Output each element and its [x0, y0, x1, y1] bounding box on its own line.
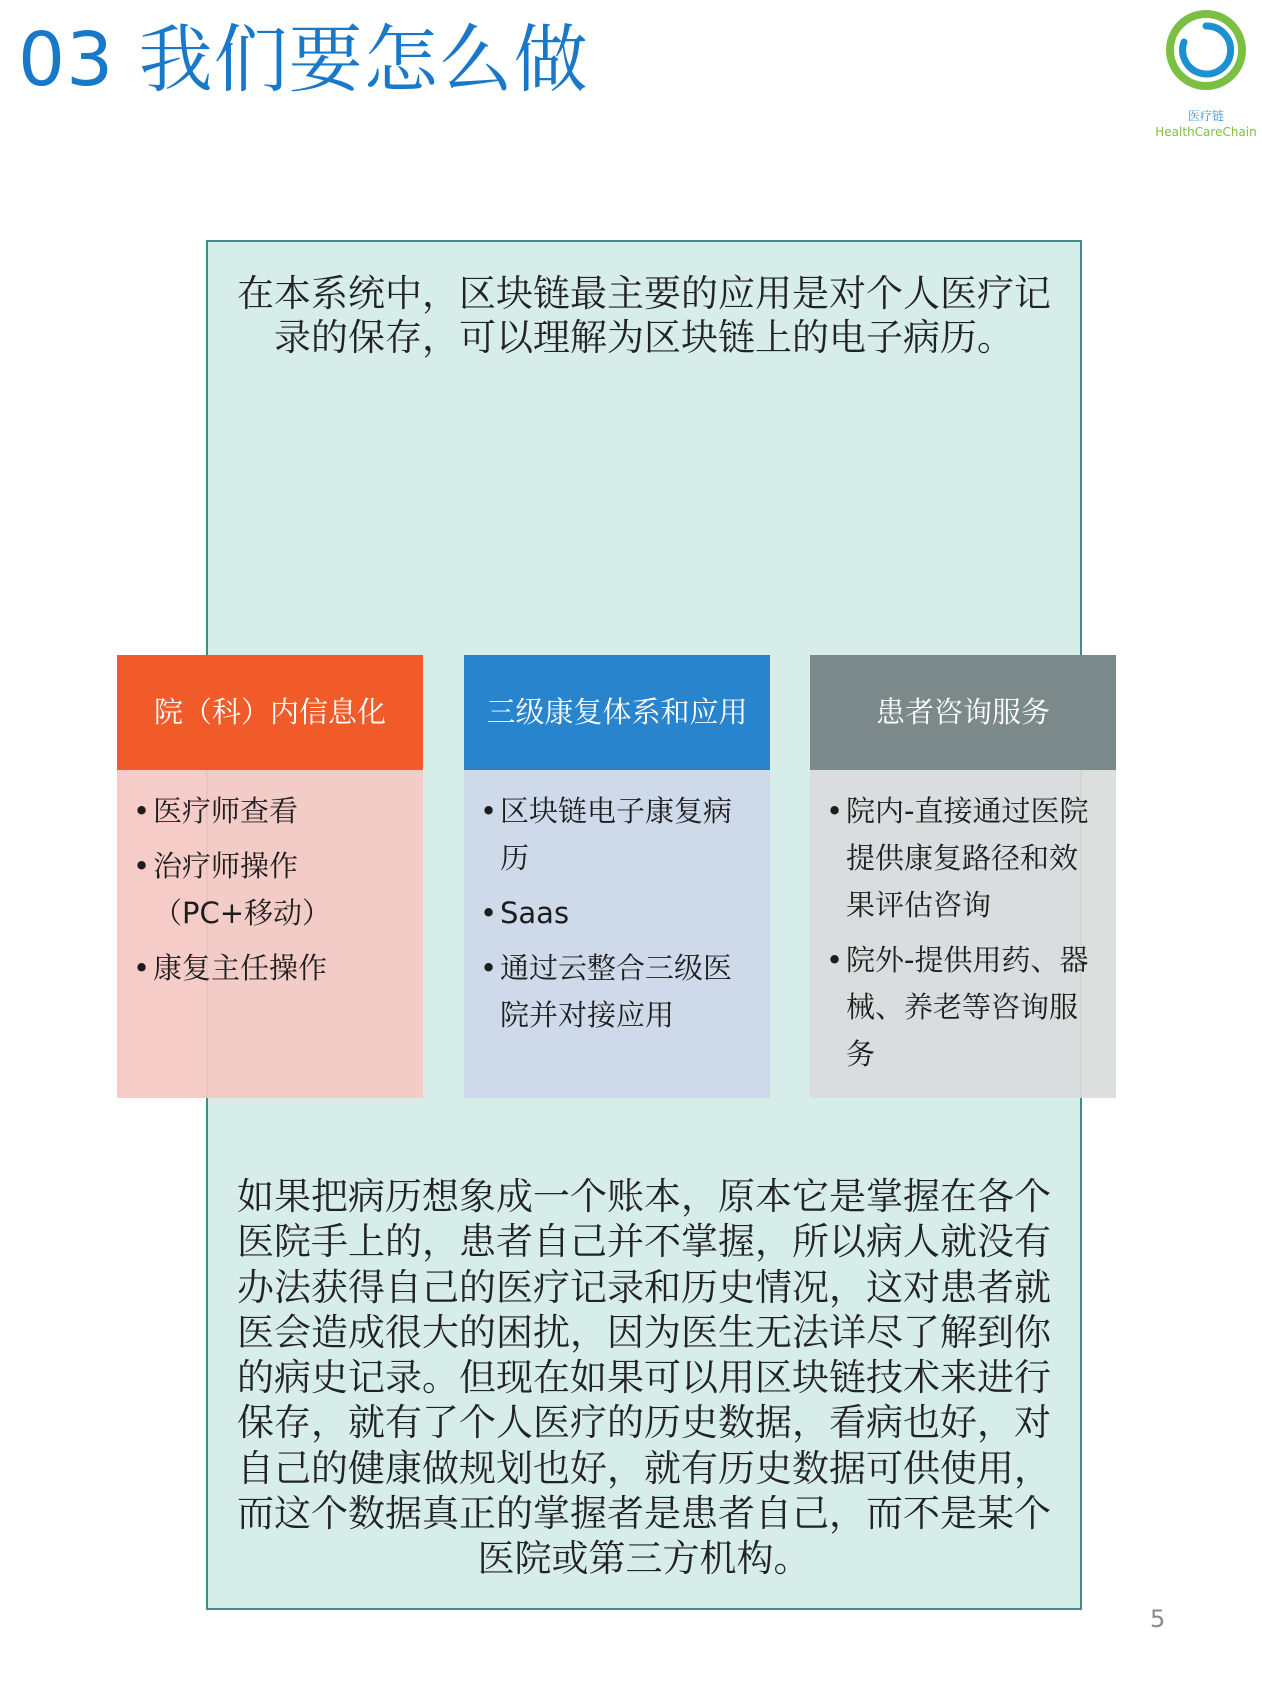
list-item: • 通过云整合三级医院并对接应用 [480, 945, 756, 1039]
bullet-list [826, 788, 1102, 1078]
column-heading: 三级康复体系和应用 [464, 655, 770, 770]
bullet-list [480, 788, 756, 1039]
list-item: • Saas [480, 890, 756, 937]
column-body [464, 770, 770, 1098]
bullet-list [133, 788, 409, 992]
page-number: 5 [1150, 1605, 1166, 1633]
column-hospital-informatization [117, 655, 423, 1098]
list-item: • 康复主任操作 [133, 945, 409, 992]
column-heading: 患者咨询服务 [810, 655, 1116, 770]
ring-logo-icon [1160, 4, 1252, 104]
healthcarechain-logo [1150, 4, 1262, 144]
list-item: • 院外-提供用药、器械、养老等咨询服务 [826, 937, 1102, 1078]
list-item: • 区块链电子康复病历 [480, 788, 756, 882]
column-heading: 院（科）内信息化 [117, 655, 423, 770]
outro-text: 如果把病历想象成一个账本，原本它是掌握在各个医院手上的，患者自己并不掌握，所以病人就没有办法获得自己的医疗记录和历史情况，这对患者就医会造成很大的困扰，因为医生无法详尽了解到你的病史记录。但现在如果可以用区块链技术来进行保存，就有了个人医疗的历史数据，看病也好，对自己的健康做规划也好，就有历史数据可供使用，而这个数据真正的掌握者是患者自己，而不是某个医院或第三方机构。 [237, 1175, 1051, 1581]
column-rehab-system [464, 655, 770, 1098]
column-patient-consulting [810, 655, 1116, 1098]
logo-english-name: HealthCareChain [1155, 125, 1257, 139]
list-item: • 治疗师操作（PC+移动） [133, 843, 409, 937]
column-body [117, 770, 423, 1098]
list-item: • 医疗师查看 [133, 788, 409, 835]
column-body [810, 770, 1116, 1098]
slide-title: 03 我们要怎么做 [18, 17, 589, 103]
intro-text: 在本系统中，区块链最主要的应用是对个人医疗记录的保存，可以理解为区块链上的电子病历。 [237, 272, 1051, 359]
list-item: • 院内-直接通过医院提供康复路径和效果评估咨询 [826, 788, 1102, 929]
logo-chinese-name: 医疗链 [1187, 109, 1224, 123]
